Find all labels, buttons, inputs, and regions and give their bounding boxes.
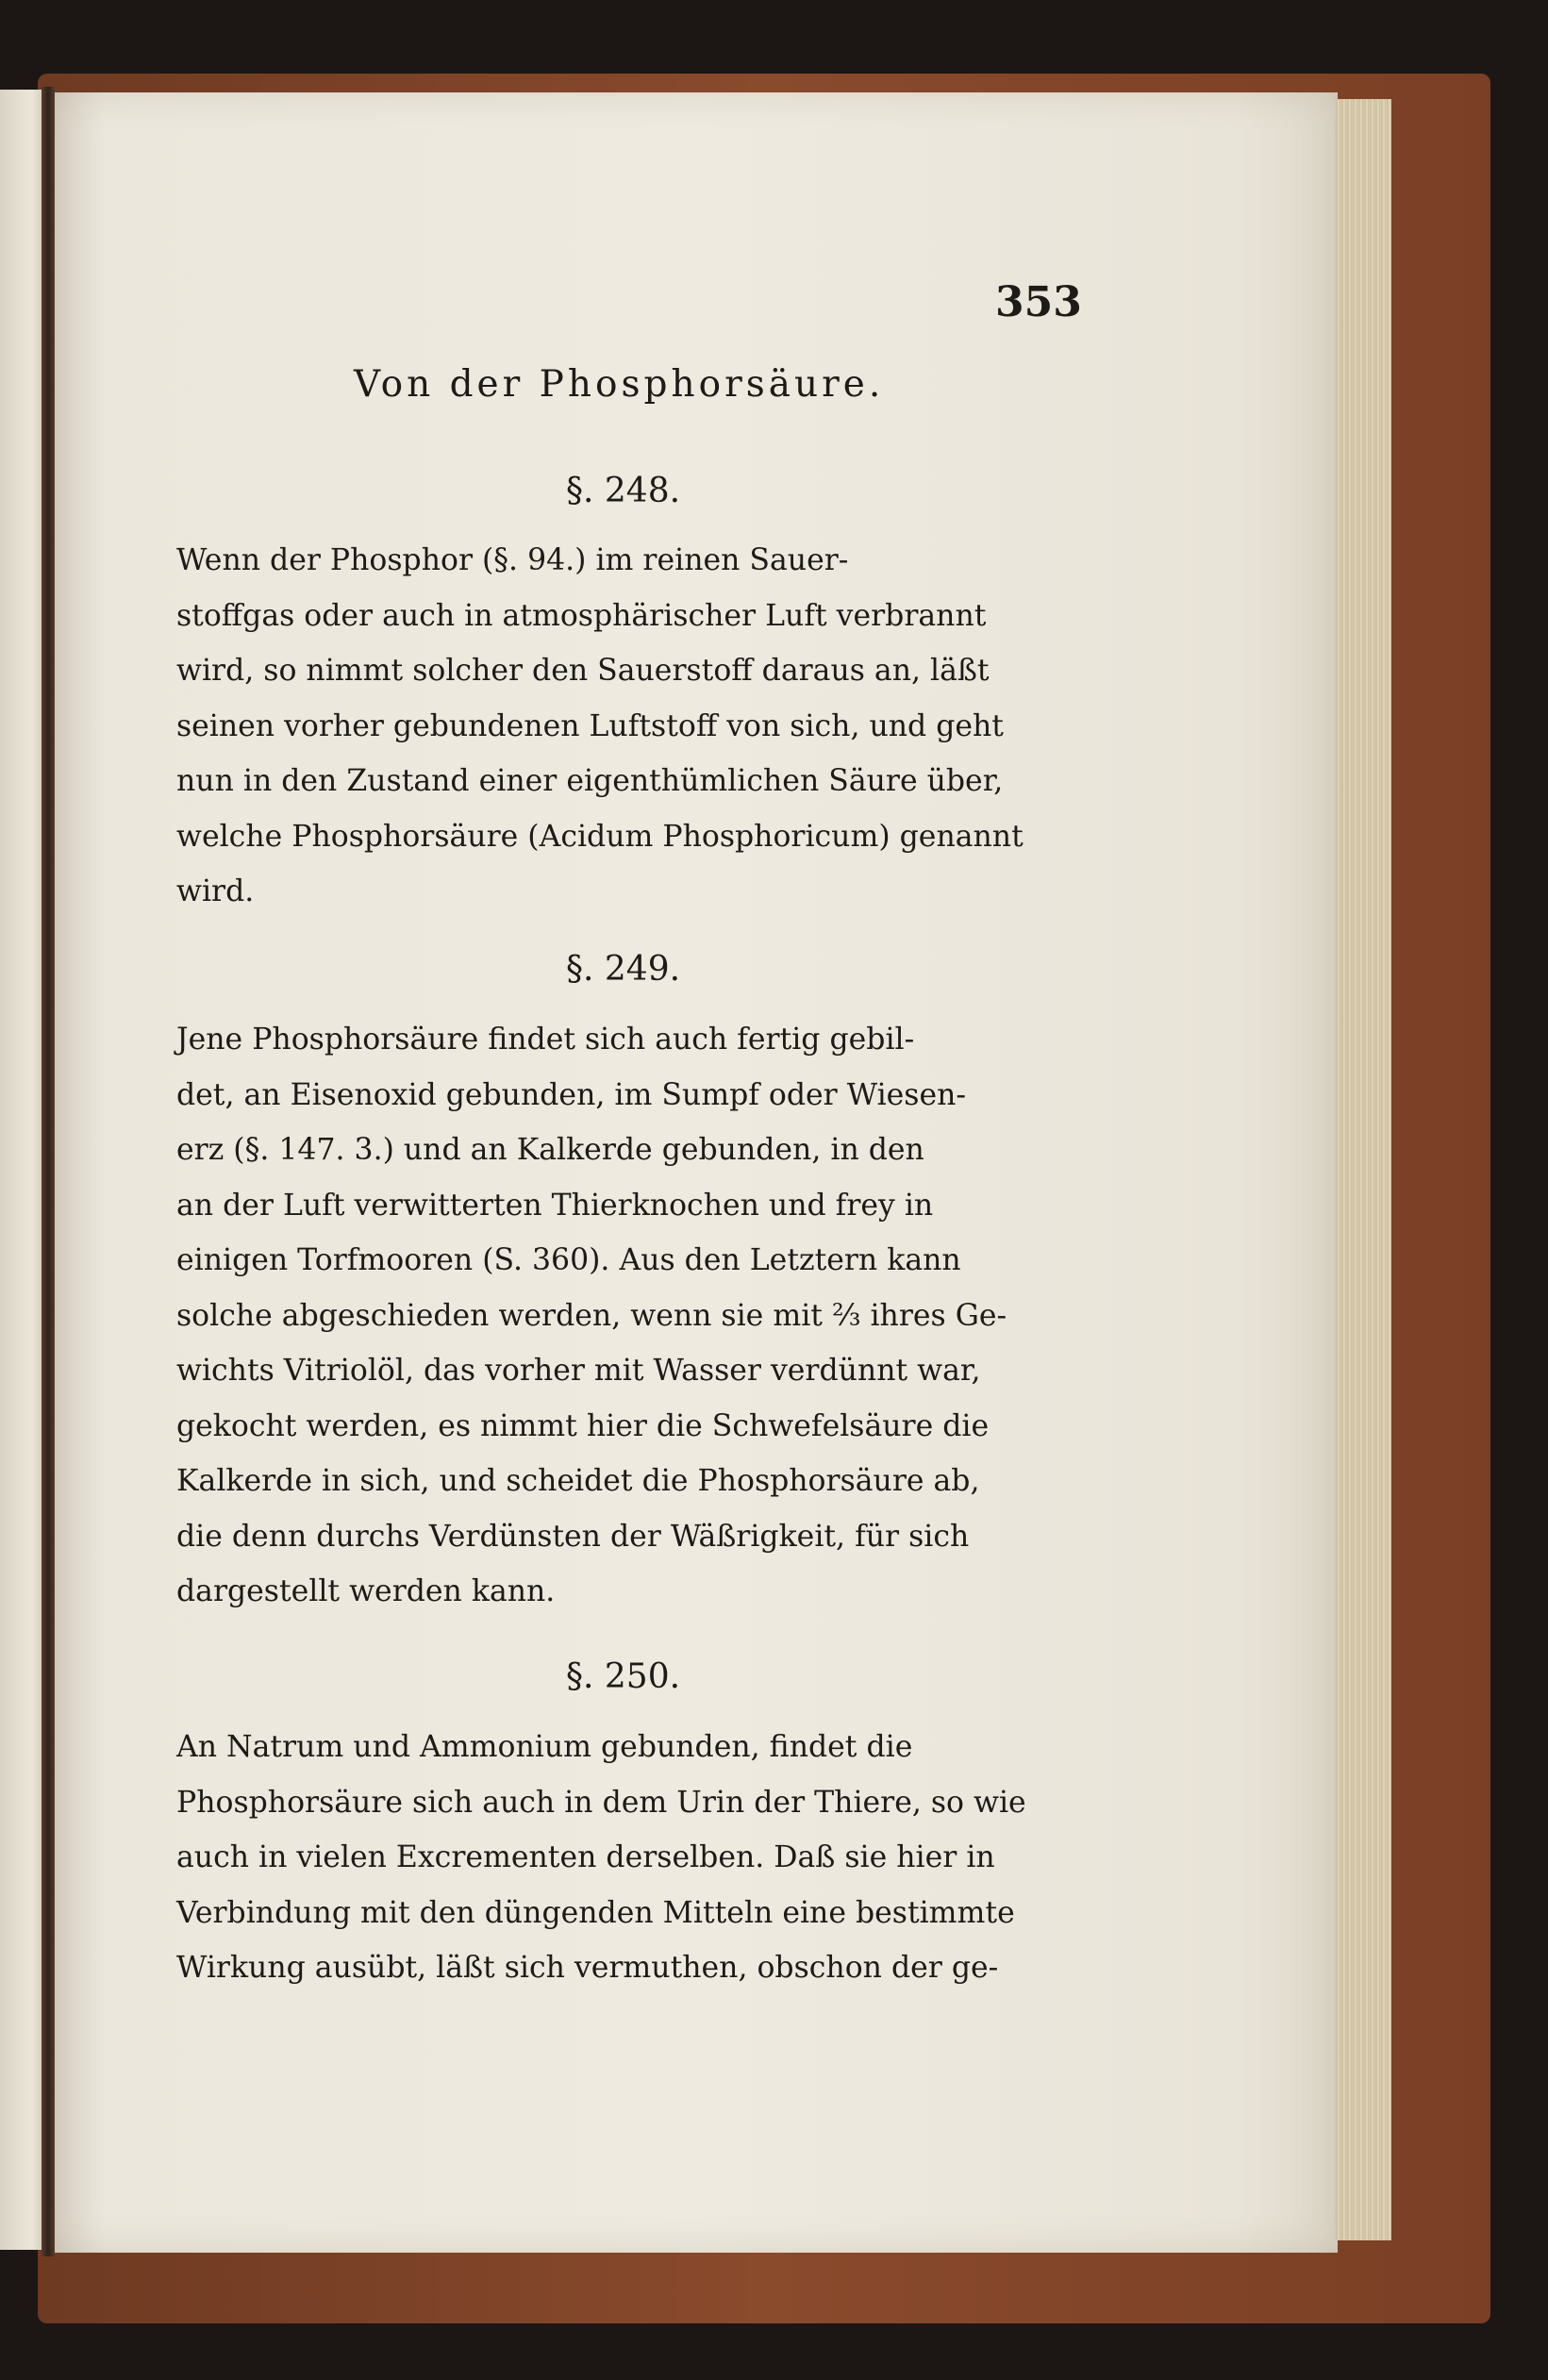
text-line: einigen Torfmooren (S. 360). Aus den Letztern kann	[176, 1243, 961, 1277]
text-line: Phosphorsäure sich auch in dem Urin der Thiere, so wie	[176, 1785, 1026, 1820]
chapter-heading: Von der Phosphorsäure.	[354, 363, 885, 406]
paragraph	[176, 533, 1087, 920]
section-mark: §. 250.	[566, 1657, 681, 1696]
paragraph	[176, 1012, 1087, 1620]
text-line: dargestellt werden kann.	[176, 1574, 556, 1608]
text-line: Wenn der Phosphor (§. 94.) im reinen Sauer-	[176, 543, 849, 577]
text-line: die denn durchs Verdünsten der Wäßrigkeit, für sich	[176, 1519, 970, 1554]
section-mark: §. 249.	[566, 950, 681, 989]
text-line: stoffgas oder auch in atmosphärischer Luft verbrannt	[176, 598, 987, 633]
text-line: Wirkung ausübt, läßt sich vermuthen, obschon der ge-	[176, 1951, 999, 1985]
text-line: welche Phosphorsäure (Acidum Phosphoricum) genannt	[176, 819, 1024, 854]
book-gutter	[42, 87, 55, 2256]
text-line: erz (§. 147. 3.) und an Kalkerde gebunden, in den	[176, 1133, 924, 1167]
text-line: An Natrum und Ammonium gebunden, findet die	[176, 1730, 913, 1764]
paragraph	[176, 1720, 1087, 1996]
text-line: gekocht werden, es nimmt hier die Schwefelsäure die	[176, 1408, 990, 1443]
text-line: auch in vielen Excrementen derselben. Daß sie hier in	[176, 1840, 995, 1874]
text-line: seinen vorher gebundenen Luftstoff von sich, und geht	[176, 708, 1004, 743]
text-line: wichts Vitriolöl, das vorher mit Wasser verdünnt war,	[176, 1354, 981, 1388]
text-line: wird.	[176, 874, 255, 908]
text-line: det, an Eisenoxid gebunden, im Sumpf oder Wiesen-	[176, 1077, 967, 1112]
page-number: 353	[995, 278, 1082, 326]
left-page-edge	[0, 90, 45, 2250]
text-line: wird, so nimmt solcher den Sauerstoff daraus an, läßt	[176, 654, 990, 688]
text-line: solche abgeschieden werden, wenn sie mit ⅔ ihres Ge-	[176, 1298, 1007, 1333]
page-block-edges	[1335, 99, 1391, 2240]
text-line: nun in den Zustand einer eigenthümlichen Säure über,	[176, 764, 1004, 798]
text-line: Kalkerde in sich, und scheidet die Phosphorsäure ab,	[176, 1464, 980, 1498]
section-mark: §. 248.	[566, 472, 681, 510]
text-line: an der Luft verwitterten Thierknochen und frey in	[176, 1188, 934, 1223]
text-line: Verbindung mit den düngenden Mitteln eine bestimmte	[176, 1895, 1015, 1930]
text-line: Jene Phosphorsäure findet sich auch fertig gebil-	[176, 1023, 915, 1057]
